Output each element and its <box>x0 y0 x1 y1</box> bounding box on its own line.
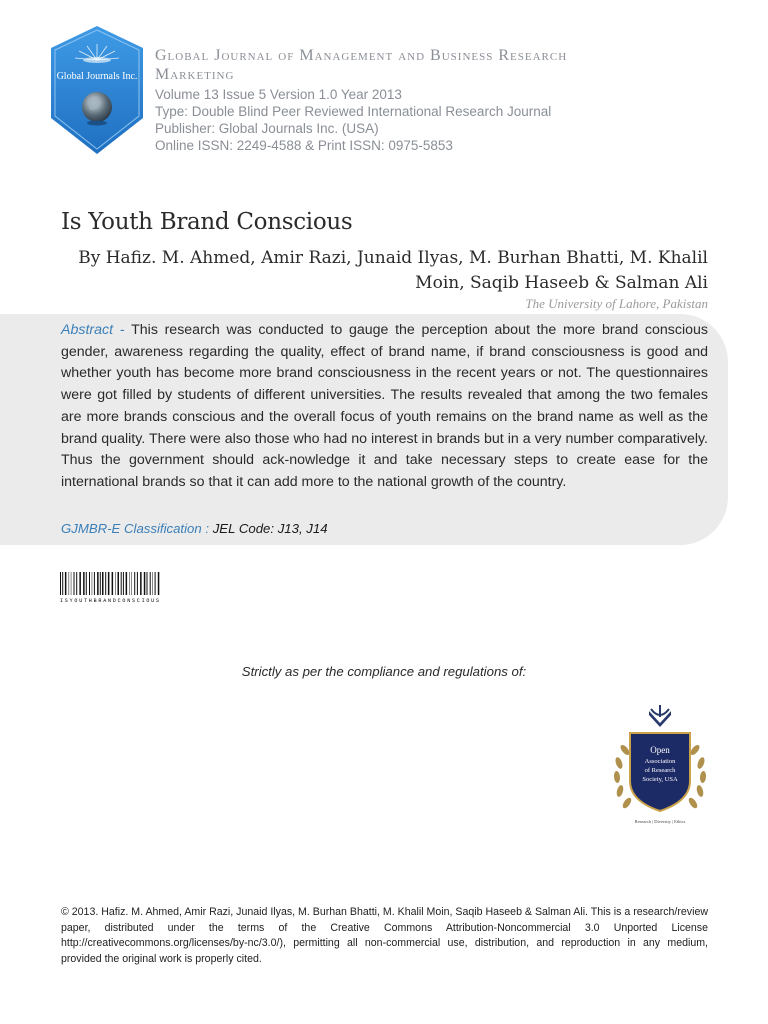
barcode-bar <box>121 572 122 595</box>
volume-info: Volume 13 Issue 5 Version 1.0 Year 2013 <box>155 87 402 102</box>
author-affiliation: The University of Lahore, Pakistan <box>525 296 708 311</box>
barcode-bar <box>76 572 77 595</box>
barcode-bar <box>158 572 160 595</box>
oa-line2: Association <box>644 758 676 765</box>
barcode-bar <box>83 572 85 595</box>
barcode-bar <box>65 572 67 595</box>
barcode-bar <box>155 572 156 595</box>
logo-text: Global Journals Inc. <box>56 71 138 82</box>
barcode-bar <box>123 572 124 595</box>
journal-name-line2: Marketing <box>155 66 235 83</box>
compliance-note: Strictly as per the compliance and regulations of: <box>241 664 527 679</box>
barcode-bar <box>132 572 133 595</box>
abstract-label: Abstract - <box>61 322 132 338</box>
journal-name-line1: Global Journal of Management and Business Research <box>155 47 568 64</box>
license-notice: © 2013. Hafiz. M. Ahmed, Amir Razi, Junaid Ilyas, M. Burhan Bhatti, M. Khalil Moin, Saqib Haseeb & Salman Ali. This is a research/review paper, distributed under the terms of the Creative Commons Attribution-Noncommercial 3.0 Unported License http://creativecommons.org/licenses/by-nc/3.0/), permitting all non-commercial use, distribution, and reproduction in any medium, provided the original work is properly cited. <box>61 906 708 965</box>
abstract-text: This research was conducted to gauge the perception about the more brand conscious gender, awareness regarding the quality, effect of brand name, if brand consciousness is good and whether youth has become more brand consciousness in the recent years or not. The questionnaires were got filled by students of different universities. The results revealed that among the two females are more brands conscious and the overall focus of youth remains on the brand name as well as the brand quality. There were also those who had no interest in brands but in a very number comparatively. Thus the government should ack-nowledge it and take necessary steps to create ease for the international brands so that it can add more to the national growth of the country. <box>61 322 708 490</box>
abstract <box>61 320 708 494</box>
authors-line2: Moin, Saqib Haseeb & Salman Ali <box>415 273 708 293</box>
oa-line3: of Research <box>644 767 676 774</box>
barcode-bar <box>100 572 101 595</box>
barcode <box>60 572 160 603</box>
barcode-bar <box>126 572 128 595</box>
classification-label: GJMBR-E Classification : <box>61 521 213 536</box>
article-authors <box>68 246 708 296</box>
barcode-bar <box>112 572 114 595</box>
barcode-bar <box>108 572 110 595</box>
barcode-bar <box>102 572 104 595</box>
barcode-bar <box>89 572 90 595</box>
barcode-bar <box>94 572 95 595</box>
barcode-bar <box>118 572 120 595</box>
barcode-label: ISYOUTHBRANDCONSCIOUS <box>60 598 159 603</box>
oa-tagline: Research | Diversity | Ethics <box>634 819 686 824</box>
barcode-bar <box>97 572 99 595</box>
barcode-bar <box>134 572 135 595</box>
barcode-bar <box>74 572 75 595</box>
barcode-bar <box>86 572 87 595</box>
authors-line1: By Hafiz. M. Ahmed, Amir Razi, Junaid Ilyas, M. Burhan Bhatti, M. Khalil <box>78 248 708 268</box>
barcode-bar <box>147 572 148 595</box>
journal-name <box>155 46 567 84</box>
global-journals-logo <box>49 26 145 154</box>
barcode-bar <box>140 572 142 595</box>
publisher-info: Publisher: Global Journals Inc. (USA) <box>155 121 379 136</box>
barcode-bar <box>144 572 146 595</box>
barcode-bar <box>79 572 81 595</box>
classification-value: JEL Code: J13, J14 <box>212 521 328 536</box>
barcode-bar <box>115 572 116 595</box>
barcode-bar <box>60 572 61 595</box>
oa-line4: Society, USA <box>642 776 678 783</box>
open-association-logo <box>605 703 715 826</box>
barcode-bar <box>71 572 72 595</box>
barcode-bar <box>92 572 93 595</box>
barcode-bar <box>69 572 70 595</box>
barcode-bar <box>105 572 106 595</box>
oa-line1: Open <box>650 745 670 755</box>
barcode-bar <box>137 572 138 595</box>
classification <box>61 521 328 536</box>
issn-info: Online ISSN: 2249-4588 & Print ISSN: 0975-5853 <box>155 138 453 153</box>
barcode-bar <box>152 572 153 595</box>
barcode-bar <box>129 572 130 595</box>
article-title: Is Youth Brand Conscious <box>61 209 353 235</box>
barcode-bar <box>62 572 63 595</box>
barcode-bar <box>150 572 151 595</box>
journal-type: Type: Double Blind Peer Reviewed International Research Journal <box>155 104 552 119</box>
